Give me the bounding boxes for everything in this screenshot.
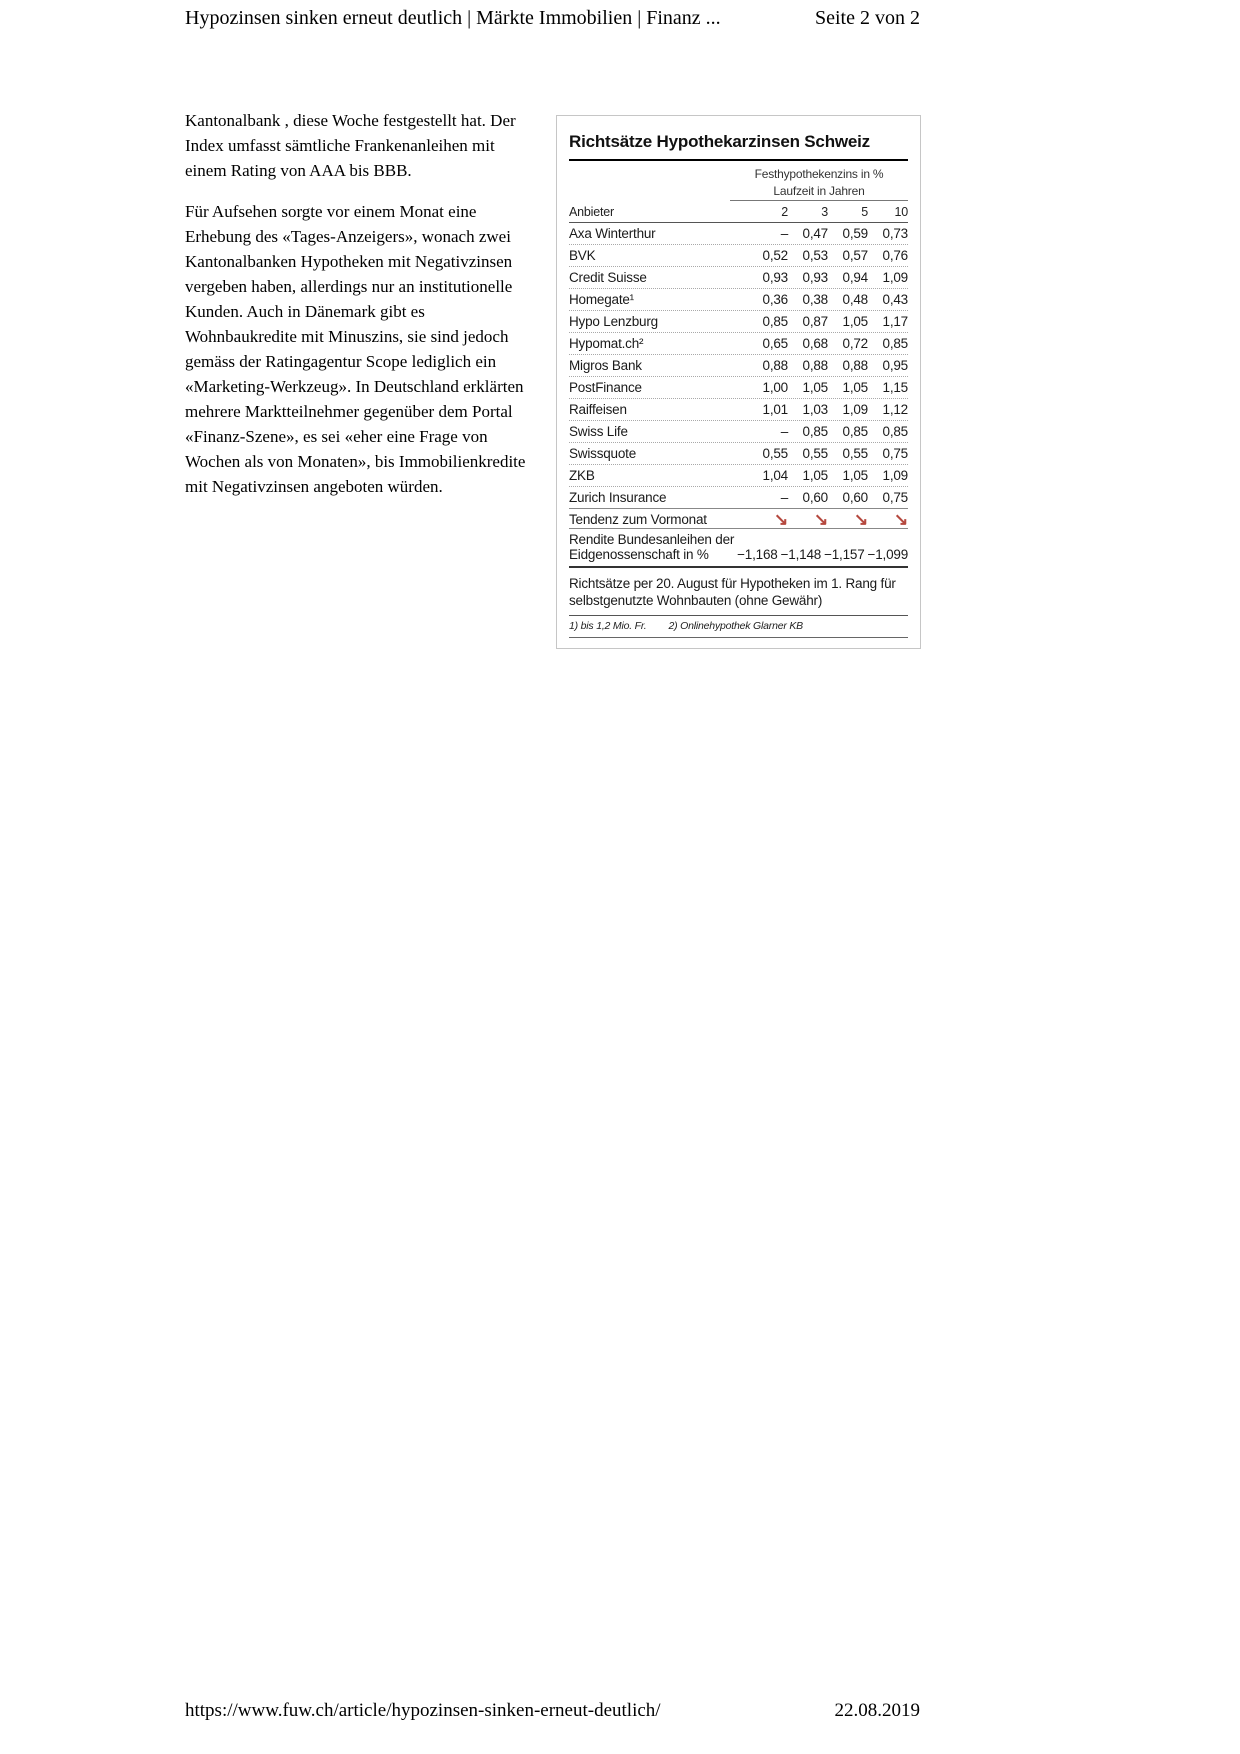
rate-value: 0,43	[882, 292, 908, 307]
rate-value: 0,85	[842, 424, 868, 439]
figure-title: Richtsätze Hypothekarzinsen Schweiz	[569, 132, 908, 161]
table-row	[569, 355, 908, 377]
rate-value: 0,93	[802, 270, 828, 285]
article-paragraph: Kantonalbank , diese Woche festgestellt hat. Der Index umfasst sämtliche Frankenanleihen mit einem Rating von AAA bis BBB.	[185, 111, 516, 180]
rate-value: 0,73	[882, 226, 908, 241]
rate-value: 0,60	[802, 490, 828, 505]
table-row	[569, 311, 908, 333]
provider-name: Credit Suisse	[569, 270, 647, 285]
footnote: 1) bis 1,2 Mio. Fr.	[569, 620, 647, 632]
article-text-column	[185, 108, 535, 515]
provider-name: BVK	[569, 248, 596, 263]
rendite-label: Rendite Bundesanleihen der Eidgenossenschaft in %	[569, 532, 735, 562]
rates-table-body	[569, 223, 908, 509]
table-row	[569, 267, 908, 289]
rate-value: 0,59	[842, 226, 868, 241]
rate-value: 0,55	[762, 446, 788, 461]
rate-value: 0,65	[762, 336, 788, 351]
rendite-value: −1,099	[867, 547, 908, 562]
table-row	[569, 377, 908, 399]
rate-value: 0,68	[802, 336, 828, 351]
table-row	[569, 421, 908, 443]
rate-value: 0,85	[802, 424, 828, 439]
column-group-header	[730, 167, 908, 201]
rate-value: 1,05	[802, 380, 828, 395]
rate-value: 0,85	[882, 424, 908, 439]
rate-value: 0,76	[882, 248, 908, 263]
page-footer	[185, 1700, 920, 1722]
rendite-value: −1,168	[737, 547, 778, 562]
provider-name: Swiss Life	[569, 424, 628, 439]
provider-name: ZKB	[569, 468, 595, 483]
rate-value: 1,09	[882, 468, 908, 483]
source-url: https://www.fuw.ch/article/hypozinsen-sinken-erneut-deutlich/	[185, 1700, 661, 1721]
rate-value: 0,85	[882, 336, 908, 351]
rate-value: 0,52	[762, 248, 788, 263]
rate-value: 1,00	[762, 380, 788, 395]
rate-value: 1,05	[842, 380, 868, 395]
rate-value: 0,88	[802, 358, 828, 373]
provider-name: Migros Bank	[569, 358, 642, 373]
trend-down-arrow-icon: ↘	[773, 509, 788, 529]
rendite-value: −1,157	[824, 547, 865, 562]
table-row	[569, 245, 908, 267]
rate-value: 0,75	[882, 490, 908, 505]
rate-value: 1,05	[842, 468, 868, 483]
tendenz-row	[569, 509, 908, 529]
group-header-label: Festhypothekenzins in %	[754, 167, 884, 181]
table-row	[569, 289, 908, 311]
column-tick-label: 2	[781, 205, 788, 219]
provider-name: Hypomat.ch²	[569, 336, 644, 351]
rate-value: 0,53	[802, 248, 828, 263]
rate-value: 0,88	[762, 358, 788, 373]
rate-value: 1,09	[882, 270, 908, 285]
column-tick-label: 5	[861, 205, 868, 219]
rate-value: 1,05	[842, 314, 868, 329]
rate-value: 0,88	[842, 358, 868, 373]
column-tick-label: 10	[894, 205, 908, 219]
tendenz-label: Tendenz zum Vormonat	[569, 512, 707, 527]
rate-value: 1,09	[842, 402, 868, 417]
rate-value: 1,15	[882, 380, 908, 395]
rate-value: 0,87	[802, 314, 828, 329]
rate-value: 0,55	[842, 446, 868, 461]
rate-value: 1,01	[762, 402, 788, 417]
provider-name: Hypo Lenzburg	[569, 314, 658, 329]
rate-value: 0,47	[802, 226, 828, 241]
rate-value: –	[780, 490, 788, 505]
article-paragraph: Für Aufsehen sorgte vor einem Monat eine Erhebung des «Tages-Anzeigers», wonach zwei Kantonalbanken Hypotheken mit Negativzinsen vergeben haben, allerdings nur an institutionelle Kunden. Auch in Dänemark gibt es Wohnbaukredite mit Minuszins, sie sind jedoch gemäss der Ratingagentur Scope lediglich ein «Marketing-Werkzeug». In Deutschland erklärten mehrere Marktteilnehmer gegenüber dem Portal «Finanz-Szene», es sei «eher eine Frage von Wochen als von Monaten», bis Immobilienkredite mit Negativzinsen angeboten würden.	[185, 202, 526, 496]
rate-value: 0,57	[842, 248, 868, 263]
rate-value: 0,75	[882, 446, 908, 461]
row-header-label: Anbieter	[569, 205, 614, 219]
rate-value: 0,85	[762, 314, 788, 329]
rate-value: 0,55	[802, 446, 828, 461]
rate-value: 1,03	[802, 402, 828, 417]
print-date: 22.08.2019	[834, 1700, 920, 1721]
trend-down-arrow-icon: ↘	[853, 509, 868, 529]
figure-footnotes	[569, 616, 908, 638]
rate-value: –	[780, 226, 788, 241]
rate-value: 1,05	[802, 468, 828, 483]
provider-name: PostFinance	[569, 380, 642, 395]
rate-value: –	[780, 424, 788, 439]
table-header-row	[569, 201, 908, 223]
rendite-value: −1,148	[780, 547, 822, 562]
provider-name: Axa Winterthur	[569, 226, 656, 241]
figure-note: Richtsätze per 20. August für Hypotheken im 1. Rang für selbstgenutzte Wohnbauten (ohne Gewähr)	[569, 568, 908, 616]
rates-figure	[556, 115, 921, 649]
provider-name: Raiffeisen	[569, 402, 627, 417]
rate-value: 0,60	[842, 490, 868, 505]
provider-name: Zurich Insurance	[569, 490, 667, 505]
table-row	[569, 399, 908, 421]
trend-down-arrow-icon: ↘	[813, 509, 828, 529]
footnote: 2) Onlinehypothek Glarner KB	[668, 620, 803, 632]
header-title: Hypozinsen sinken erneut deutlich | Märkte Immobilien | Finanz ...	[185, 7, 721, 29]
rate-value: 0,48	[842, 292, 868, 307]
column-tick-label: 3	[821, 205, 828, 219]
provider-name: Homegate¹	[569, 292, 634, 307]
table-row	[569, 465, 908, 487]
rendite-values	[737, 547, 908, 562]
rate-value: 1,12	[882, 402, 908, 417]
rate-value: 0,36	[762, 292, 788, 307]
rate-value: 1,04	[762, 468, 788, 483]
table-row	[569, 333, 908, 355]
rendite-row	[569, 529, 908, 568]
rate-value: 0,38	[802, 292, 828, 307]
rate-value: 0,95	[882, 358, 908, 373]
page-header	[185, 6, 920, 30]
provider-name: Swissquote	[569, 446, 637, 461]
table-row	[569, 443, 908, 465]
trend-down-arrow-icon: ↘	[893, 509, 908, 529]
page-number: Seite 2 von 2	[815, 7, 920, 29]
rate-value: 0,72	[842, 336, 868, 351]
rate-value: 0,94	[842, 270, 868, 285]
rate-value: 1,17	[882, 314, 908, 329]
rate-value: 0,93	[762, 270, 788, 285]
table-row	[569, 487, 908, 509]
subgroup-header-label: Laufzeit in Jahren	[730, 184, 908, 201]
table-row	[569, 223, 908, 245]
